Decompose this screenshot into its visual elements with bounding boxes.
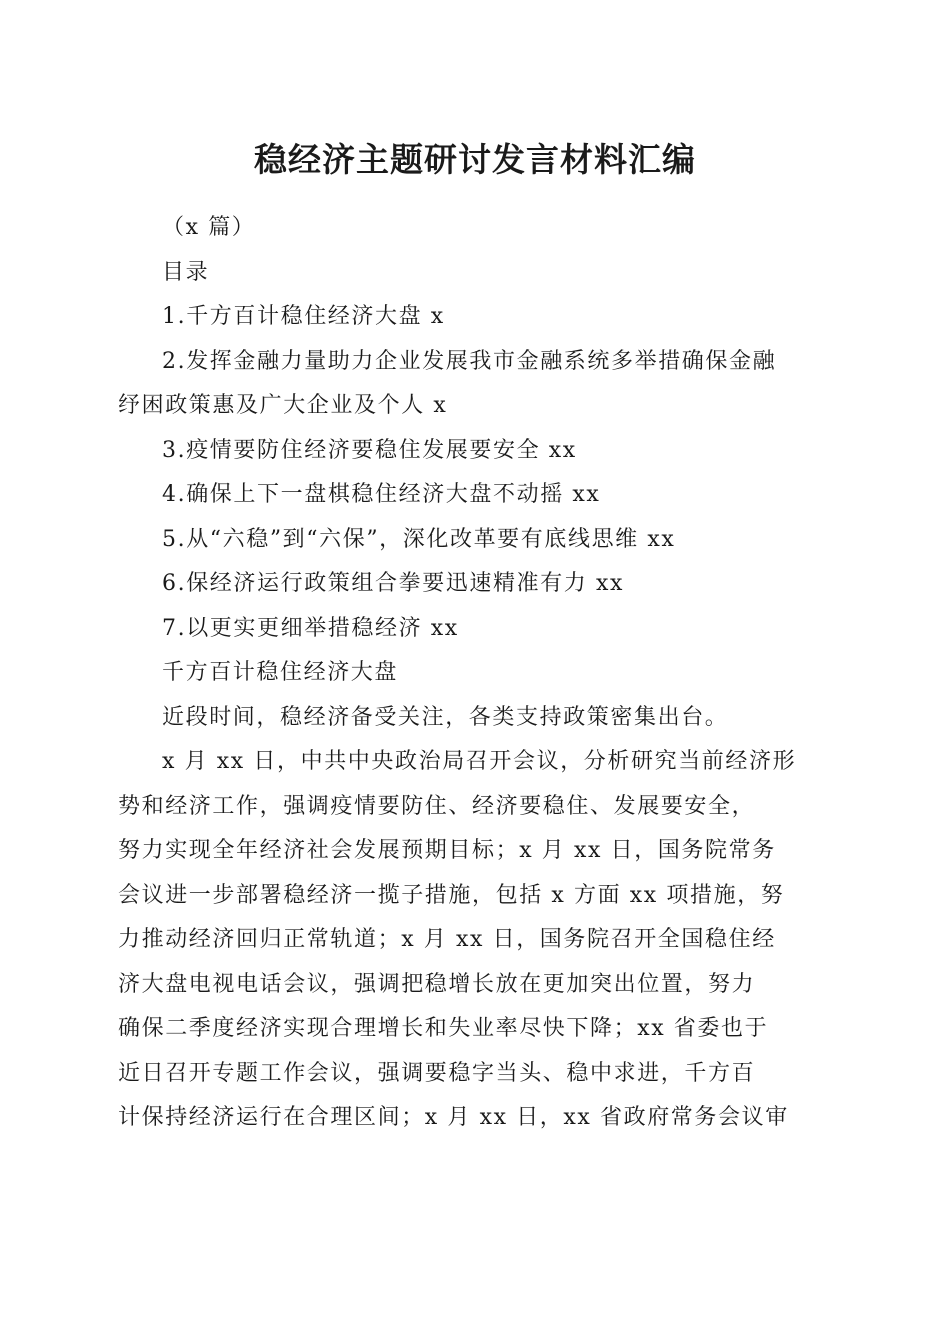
paragraph-2-line: 近日召开专题工作会议，强调要稳字当头、稳中求进，千方百	[118, 1060, 756, 1086]
toc-item-5: 5.从“六稳”到“六保”，深化改革要有底线思维 xx	[162, 526, 676, 552]
toc-item-1: 1.千方百计稳住经济大盘 x	[162, 304, 445, 329]
toc-item-6: 6.保经济运行政策组合拳要迅速精准有力 xx	[162, 571, 624, 596]
paragraph-2	[118, 740, 828, 1141]
paragraph-2-line: 确保二季度经济实现合理增长和失业率尽快下降；xx 省委也于	[118, 1016, 769, 1041]
toc-heading: 目录	[162, 259, 210, 285]
document-title: 稳经济主题研讨发言材料汇编	[254, 140, 696, 179]
table-of-contents	[118, 295, 828, 651]
paragraph-1: 近段时间，稳经济备受关注，各类支持政策密集出台。	[162, 704, 729, 730]
toc-item-3: 3.疫情要防住经济要稳住发展要安全 xx	[162, 437, 577, 463]
paragraph-2-line: 济大盘电视电话会议，强调把稳增长放在更加突出位置，努力	[118, 971, 756, 997]
toc-item-2-line-1: 2.发挥金融力量助力企业发展我市金融系统多举措确保金融	[162, 348, 777, 374]
toc-item-7: 7.以更实更细举措稳经济 xx	[162, 615, 459, 641]
paragraph-2-line: 努力实现全年经济社会发展预期目标；x 月 xx 日，国务院常务	[118, 838, 776, 863]
paragraph-2-line: 计保持经济运行在合理区间；x 月 xx 日，xx 省政府常务会议审	[118, 1105, 789, 1130]
paragraph-2-line: 力推动经济回归正常轨道；x 月 xx 日，国务院召开全国稳住经	[118, 927, 776, 952]
paragraph-2-line: 会议进一步部署稳经济一揽子措施，包括 x 方面 xx 项措施，努	[118, 882, 785, 908]
paragraph-2-line: 势和经济工作，强调疫情要防住、经济要稳住、发展要安全，	[118, 793, 756, 819]
document-body	[118, 206, 828, 1141]
toc-item-2-line-2: 纾困政策惠及广大企业及个人 x	[118, 393, 448, 418]
toc-item-4: 4.确保上下一盘棋稳住经济大盘不动摇 xx	[162, 482, 601, 507]
paragraph-2-line: x 月 xx 日，中共中央政治局召开会议，分析研究当前经济形	[162, 749, 797, 774]
section-heading: 千方百计稳住经济大盘	[162, 660, 399, 685]
article-count: （x 篇）	[162, 215, 256, 240]
toc-item-2	[118, 340, 828, 429]
